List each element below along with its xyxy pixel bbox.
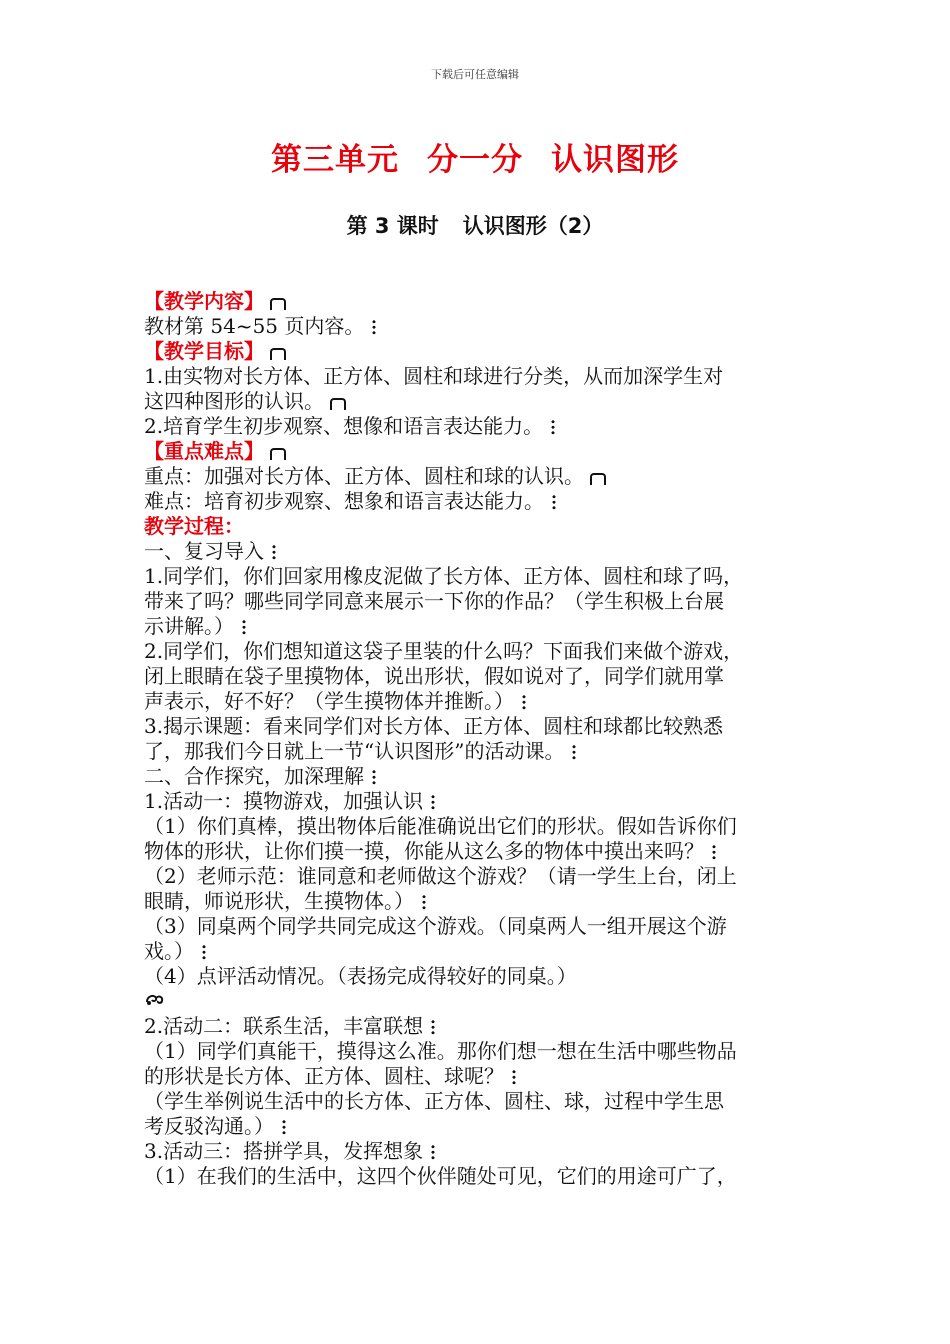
body-line bbox=[144, 639, 814, 664]
body-line bbox=[144, 364, 814, 389]
colon-mark-icon bbox=[282, 1119, 286, 1135]
body-line bbox=[144, 839, 814, 864]
body-line bbox=[144, 1064, 814, 1089]
line-text: 声表示，好不好？（学生摸物体并推断。） bbox=[144, 689, 514, 713]
line-text: 难点：培育初步观察、想象和语言表达能力。 bbox=[144, 489, 544, 513]
body-line bbox=[144, 914, 814, 939]
line-text: 闭上眼睛在袋子里摸物体，说出形状，假如说对了，同学们就用掌 bbox=[144, 664, 724, 688]
body-line bbox=[144, 414, 814, 439]
section-heading bbox=[144, 514, 814, 539]
line-text: （2）老师示范：谁同意和老师做这个游戏？（请一学生上台，闭上 bbox=[144, 864, 737, 888]
line-text: 3.活动三：搭拼学具，发挥想象 bbox=[144, 1139, 424, 1163]
section-heading bbox=[144, 439, 814, 464]
colon-mark-icon bbox=[431, 1019, 435, 1035]
body-line bbox=[144, 1164, 814, 1189]
line-text: 3.揭示课题：看来同学们对长方体、正方体、圆柱和球都比较熟悉 bbox=[144, 714, 724, 738]
lesson-body bbox=[144, 289, 814, 1189]
line-text: （1）同学们真能干，摸得这么准。那你们想一想在生活中哪些物品 bbox=[144, 1039, 737, 1063]
paragraph-mark-icon bbox=[330, 398, 346, 410]
title-unit: 第三单元 bbox=[271, 142, 399, 178]
body-line bbox=[144, 664, 814, 689]
line-text: 2.同学们，你们想知道这袋子里装的什么吗？下面我们来做个游戏， bbox=[144, 639, 744, 663]
line-text: 眼睛，师说形状，生摸物体。） bbox=[144, 889, 414, 913]
body-line bbox=[144, 539, 814, 564]
line-text: 的形状是长方体、正方体、圆柱、球呢？ bbox=[144, 1064, 504, 1088]
body-line bbox=[144, 1114, 814, 1139]
line-text: 教材第 54~55 页内容。 bbox=[144, 314, 365, 338]
colon-mark-icon bbox=[551, 419, 555, 435]
paragraph-mark-icon bbox=[270, 348, 286, 360]
line-text: 带来了吗？哪些同学同意来展示一下你的作品？（学生积极上台展 bbox=[144, 589, 724, 613]
paragraph-mark-icon bbox=[590, 473, 606, 485]
colon-mark-icon bbox=[372, 769, 376, 785]
body-line bbox=[144, 389, 814, 414]
section-heading bbox=[144, 339, 814, 364]
lesson-subtitle bbox=[0, 210, 950, 240]
colon-mark-icon bbox=[422, 894, 426, 910]
body-line bbox=[144, 789, 814, 814]
line-text: 了，那我们今日就上一节“认识图形”的活动课。 bbox=[144, 739, 565, 763]
line-text: 教学过程： bbox=[144, 514, 244, 538]
line-text: 二、合作探究，加深理解 bbox=[144, 764, 364, 788]
section-heading bbox=[144, 289, 814, 314]
line-text: 1.同学们，你们回家用橡皮泥做了长方体、正方体、圆柱和球了吗， bbox=[144, 564, 744, 588]
colon-mark-icon bbox=[202, 944, 206, 960]
line-text: 这四种图形的认识。 bbox=[144, 389, 324, 413]
body-line bbox=[144, 689, 814, 714]
colon-mark-icon bbox=[272, 544, 276, 560]
line-text: 戏。） bbox=[144, 939, 194, 963]
body-line bbox=[144, 814, 814, 839]
body-line bbox=[144, 714, 814, 739]
body-line bbox=[144, 564, 814, 589]
colon-mark-icon bbox=[431, 1144, 435, 1160]
line-text: （4）点评活动情况。（表扬完成得较好的同桌。） bbox=[144, 964, 577, 988]
colon-mark-icon bbox=[431, 794, 435, 810]
colon-mark-icon bbox=[552, 494, 556, 510]
title-topic: 分一分 bbox=[427, 142, 523, 178]
line-text: 2.培育学生初步观察、想像和语言表达能力。 bbox=[144, 414, 544, 438]
subtitle-period: 第 3 课时 bbox=[346, 214, 439, 238]
colon-mark-icon bbox=[572, 744, 576, 760]
line-text: （学生举例说生活中的长方体、正方体、圆柱、球，过程中学生思 bbox=[144, 1089, 724, 1113]
colon-mark-icon bbox=[712, 844, 716, 860]
line-text: 【重点难点】 bbox=[144, 439, 264, 463]
paragraph-mark-icon bbox=[270, 298, 286, 310]
body-line bbox=[144, 614, 814, 639]
line-text: 一、复习导入 bbox=[144, 539, 264, 563]
line-text: （1）在我们的生活中，这四个伙伴随处可见，它们的用途可广了， bbox=[144, 1164, 737, 1188]
colon-mark-icon bbox=[522, 694, 526, 710]
body-line bbox=[144, 739, 814, 764]
body-line bbox=[144, 1039, 814, 1064]
body-line bbox=[144, 939, 814, 964]
line-text: 考反驳沟通。） bbox=[144, 1114, 274, 1138]
paragraph-mark-icon bbox=[270, 448, 286, 460]
body-line bbox=[144, 989, 814, 1014]
body-line bbox=[144, 1014, 814, 1039]
body-line bbox=[144, 764, 814, 789]
body-line bbox=[144, 1139, 814, 1164]
body-line bbox=[144, 1089, 814, 1114]
line-text: 1.由实物对长方体、正方体、圆柱和球进行分类，从而加深学生对 bbox=[144, 364, 724, 388]
body-line bbox=[144, 864, 814, 889]
subtitle-name: 认识图形（2） bbox=[462, 214, 604, 238]
colon-mark-icon bbox=[372, 319, 376, 335]
line-text: 物体的形状，让你们摸一摸，你能从这么多的物体中摸出来吗？ bbox=[144, 839, 704, 863]
line-text: 1.活动一：摸物游戏，加强认识 bbox=[144, 789, 424, 813]
body-line bbox=[144, 964, 814, 989]
line-text: （3）同桌两个同学共同完成这个游戏。（同桌两人一组开展这个游 bbox=[144, 914, 727, 938]
line-text: 重点：加强对长方体、正方体、圆柱和球的认识。 bbox=[144, 464, 584, 488]
line-text: 【教学目标】 bbox=[144, 339, 264, 363]
body-line bbox=[144, 889, 814, 914]
body-line bbox=[144, 314, 814, 339]
body-line bbox=[144, 464, 814, 489]
title-subject: 认识图形 bbox=[551, 142, 679, 178]
body-line bbox=[144, 589, 814, 614]
line-text: 示讲解。） bbox=[144, 614, 234, 638]
swirl-icon bbox=[144, 989, 166, 1007]
line-text: 【教学内容】 bbox=[144, 289, 264, 313]
document-title bbox=[0, 134, 950, 179]
header-note: 下载后可任意编辑 bbox=[431, 68, 519, 81]
colon-mark-icon bbox=[242, 619, 246, 635]
line-text: 2.活动二：联系生活，丰富联想 bbox=[144, 1014, 424, 1038]
line-text: （1）你们真棒，摸出物体后能准确说出它们的形状。假如告诉你们 bbox=[144, 814, 737, 838]
body-line bbox=[144, 489, 814, 514]
colon-mark-icon bbox=[512, 1069, 516, 1085]
